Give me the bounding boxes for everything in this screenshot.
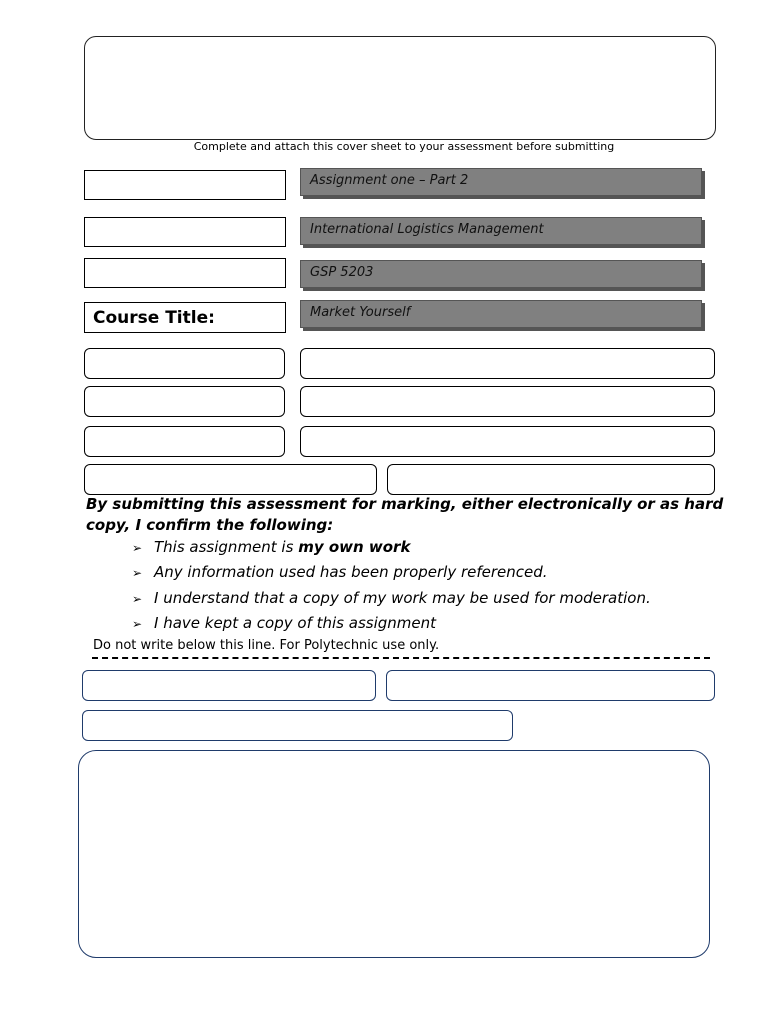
course-code-field[interactable] xyxy=(300,260,702,288)
header-box xyxy=(84,36,716,140)
course-code-label-box xyxy=(84,258,286,288)
label-box-7 xyxy=(84,426,285,457)
course-title-label-box xyxy=(84,302,286,333)
split-field-left[interactable] xyxy=(84,464,377,495)
office-field-left[interactable] xyxy=(82,670,376,701)
arrow-bullet-icon: ➢ xyxy=(132,592,143,606)
label-box-5 xyxy=(84,348,285,379)
course-code-value: GSP 5203 xyxy=(310,265,374,280)
input-field-7[interactable] xyxy=(300,426,715,457)
declaration-item xyxy=(132,589,651,607)
declaration-item xyxy=(132,614,436,632)
course-title-field[interactable] xyxy=(300,300,702,328)
declaration-item-bold: my own work xyxy=(298,538,411,556)
office-use-note: Do not write below this line. For Polytechnic use only. xyxy=(93,638,440,653)
arrow-bullet-icon: ➢ xyxy=(132,566,143,580)
course-name-label-box xyxy=(84,217,286,247)
declaration-statement: By submitting this assessment for marking, either electronically or as hard copy, I confirm the following: xyxy=(86,495,724,534)
course-name-value: International Logistics Management xyxy=(310,222,544,237)
course-title-label: Course Title: xyxy=(93,308,215,328)
arrow-bullet-icon: ➢ xyxy=(132,617,143,631)
input-field-5[interactable] xyxy=(300,348,715,379)
declaration-item-text: I understand that a copy of my work may be used for moderation. xyxy=(154,589,651,607)
input-field-6[interactable] xyxy=(300,386,715,417)
declaration-item-text: This assignment is xyxy=(154,538,299,556)
assignment-label-box xyxy=(84,170,286,200)
declaration-item-text: I have kept a copy of this assignment xyxy=(154,614,437,632)
split-field-right[interactable] xyxy=(387,464,715,495)
label-box-6 xyxy=(84,386,285,417)
declaration-item xyxy=(132,563,548,581)
office-field-right[interactable] xyxy=(386,670,715,701)
assignment-value: Assignment one – Part 2 xyxy=(310,173,469,188)
declaration-item-text: Any information used has been properly referenced. xyxy=(154,563,548,581)
office-field-wide[interactable] xyxy=(82,710,513,741)
arrow-bullet-icon: ➢ xyxy=(132,541,143,555)
cut-line-divider xyxy=(92,657,710,659)
instruction-text: Complete and attach this cover sheet to your assessment before submitting xyxy=(193,140,615,153)
course-title-value: Market Yourself xyxy=(310,305,411,320)
course-name-field[interactable] xyxy=(300,217,702,245)
office-comments-box[interactable] xyxy=(78,750,710,958)
assignment-field[interactable] xyxy=(300,168,702,196)
declaration-item xyxy=(132,538,410,556)
